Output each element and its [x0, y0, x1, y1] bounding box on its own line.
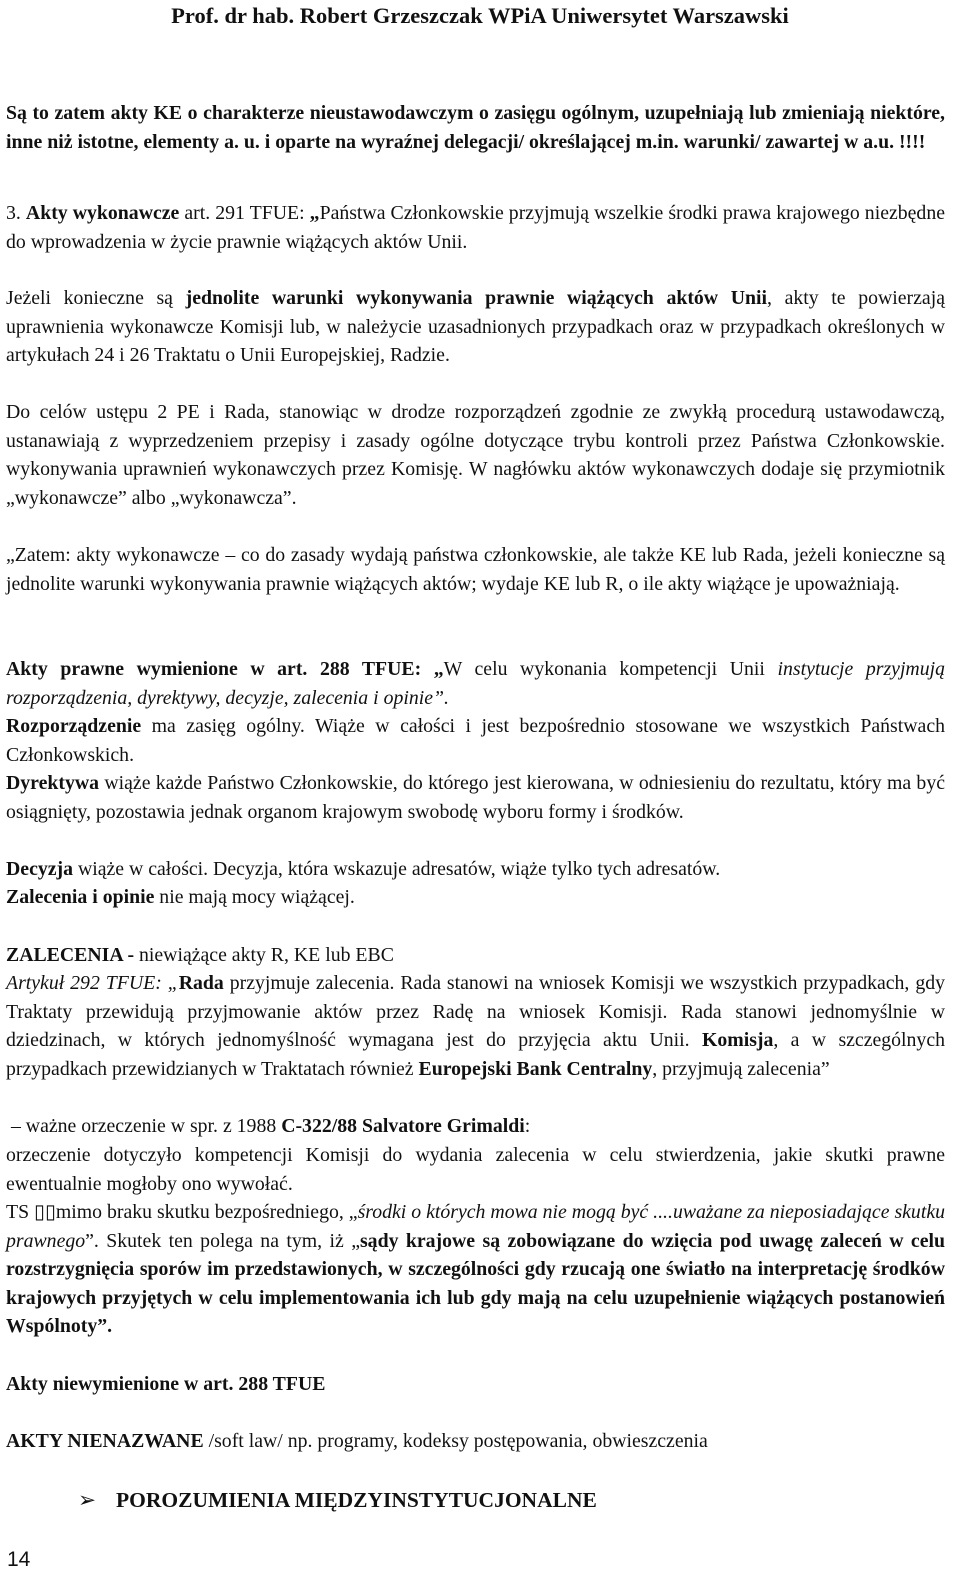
paragraph — [6, 969, 950, 1083]
paragraph — [6, 541, 950, 598]
text-run: , a w szczególnych przypadkach przewidzianych w Traktatach również — [6, 1029, 950, 1080]
text-run: Są to zatem akty KE o charakterze nieustawodawczym o zasięgu ogólnym, uzupełniają lub zmieniają niektóre, inne niż istotne, elementy a. u. i oparte na wyraźnej delegacji/ określającej m.in. warunki/ zawartej w a.u. !!!! — [6, 102, 950, 153]
text-run: Rozporządzenie — [6, 715, 142, 737]
text-run: Akty prawne wymienione w art. 288 TFUE: „ — [6, 658, 444, 680]
text-run: jednolite warunki wykonywania prawnie wiążących aktów Unii — [185, 287, 768, 309]
paragraph — [6, 199, 950, 256]
paragraph — [6, 284, 950, 370]
text-run: Artykuł 292 TFUE: „ — [6, 972, 179, 994]
text-run: Państwa Członkowskie przyjmują wszelkie środki prawa krajowego niezbędne do wprowadzenia w życie prawnie wiążących aktów Unii. — [6, 202, 950, 253]
text-run: /soft law/ np. programy, kodeksy postępowania, obwieszczenia — [208, 1430, 708, 1452]
text-run: Europejski Bank Centralny — [418, 1057, 653, 1080]
paragraph — [6, 1370, 945, 1399]
paragraph — [6, 712, 950, 769]
text-run: , przyjmują zalecenia” — [652, 1057, 830, 1080]
text-run: AKTY NIENAZWANE — [6, 1430, 209, 1452]
text-run: Komisja — [701, 1029, 774, 1052]
text-run: niewiążące akty R, KE lub EBC — [139, 944, 394, 966]
text-run: środki o których mowa nie mogą być ....uważane za nieposiadające skutku prawnego — [6, 1201, 950, 1252]
text-run: instytucje przyjmują rozporządzenia, dyrektywy, decyzje, zalecenia i opinie”. — [6, 658, 950, 709]
arrow-bullet-icon: ➢ — [78, 1488, 97, 1512]
text-run: przyjmuje zalecenia. Rada stanowi na wniosek Komisji we wszystkich przypadkach, gdy Traktaty przewidują przyjmowanie aktów przez Radę na wniosek Komisji. Rada stanowi jednomyślnie w dziedzinach, w których jednomyślność wymagana jest do przyjęcia aktu Unii. — [6, 972, 950, 1052]
paragraph — [6, 398, 950, 512]
text-run: orzeczenie dotyczyło kompetencji Komisji do wydania zalecenia w celu stwierdzenia, jakie skutki prawne ewentualnie mogłoby ono wywołać. — [6, 1144, 950, 1195]
text-run: wiąże w całości. Decyzja, która wskazuje adresatów, wiąże tylko tych adresatów. — [73, 858, 721, 880]
text-run: Do celów ustępu 2 PE i Rada, stanowiąc w drodze rozporządzeń zgodnie ze zwykłą procedurą ustawodawczą, ustanawiają z wyprzedzeniem przepisy i zasady ogólne dotyczące trybu kontroli przez Państwa Członkowskie. wykonywania uprawnień wykonawczych przez Komisję. W nagłówku aktów wykonawczych dodaje się przymiotnik „wykonawcze” albo „wykonawcza”. — [6, 401, 950, 509]
text-run: Akty wykonawcze — [25, 202, 185, 224]
text-run: ”. Skutek ten polega na tym, iż „ — [85, 1229, 360, 1252]
page-header: Prof. dr hab. Robert Grzeszczak WPiA Uniwersytet Warszawski — [171, 3, 789, 28]
paragraph — [6, 941, 945, 970]
text-run: Rada — [178, 972, 224, 994]
text-run: Jeżeli konieczne są — [6, 287, 186, 309]
text-run: C-322/88 Salvatore Grimaldi — [281, 1115, 525, 1137]
paragraph — [6, 1112, 945, 1141]
paragraph — [6, 769, 950, 826]
text-run: ma zasięg ogólny. Wiąże w całości i jest bezpośrednio stosowane we wszystkich Państwach Członkowskich. — [6, 715, 950, 766]
text-run: nie mają mocy wiążącej. — [154, 886, 355, 908]
bullet-text: POROZUMIENIA MIĘDZYINSTYTUCJONALNE — [116, 1488, 597, 1512]
paragraph — [6, 99, 950, 156]
text-run: Dyrektywa — [6, 772, 100, 794]
bullet-item — [78, 1485, 597, 1515]
text-run: W celu wykonania kompetencji Unii — [443, 658, 778, 680]
paragraph — [6, 1427, 945, 1456]
text-run: „Zatem: akty wykonawcze – co do zasady wydają państwa członkowskie, ale także KE lub Rada, jeżeli konieczne są jednolite warunki wykonywania prawnie wiążących aktów; wydaje KE lub R, o ile akty wiążące je upoważniają. — [6, 544, 950, 595]
text-run: 3. — [6, 202, 26, 224]
text-run: – ważne orzeczenie w spr. z 1988 — [6, 1115, 282, 1137]
text-run: „ — [309, 202, 320, 224]
text-run: Akty niewymienione w art. 288 TFUE — [6, 1373, 326, 1395]
paragraph — [6, 1141, 950, 1198]
text-run: : — [524, 1115, 531, 1137]
text-run: wiąże każde Państwo Członkowskie, do którego jest kierowana, w odniesieniu do rezultatu, który ma być osiągnięty, pozostawia jednak organom krajowym swobodę wyboru formy i środków. — [6, 772, 950, 823]
text-run: Decyzja — [6, 858, 73, 880]
text-run: Zalecenia i opinie — [6, 886, 155, 908]
paragraph — [6, 1198, 950, 1341]
text-run: , akty te powierzają uprawnienia wykonawcze Komisji lub, w należycie uzasadnionych przypadkach oraz w przypadkach określonych w artykułach 24 i 26 Traktatu o Unii Europejskiej, Radzie. — [6, 287, 950, 367]
text-run: TS ▯▯mimo braku skutku bezpośredniego, „ — [6, 1201, 358, 1223]
paragraph — [6, 655, 950, 712]
page-number: 14 — [7, 1548, 31, 1571]
text-run: ZALECENIA - — [6, 944, 140, 966]
text-run: art. 291 TFUE: — [184, 202, 310, 224]
text-run: sądy krajowe są zobowiązane do wzięcia pod uwagę zaleceń w celu rozstrzygnięcia sporów im przedstawionych, w szczególności gdy rzucają one światło na interpretację środków krajowych przyjętych w celu implementowania ich lub gdy mają na celu uzupełnienie wiążących postanowień Wspólnoty”. — [6, 1229, 950, 1338]
paragraph — [6, 883, 945, 912]
paragraph — [6, 855, 945, 884]
